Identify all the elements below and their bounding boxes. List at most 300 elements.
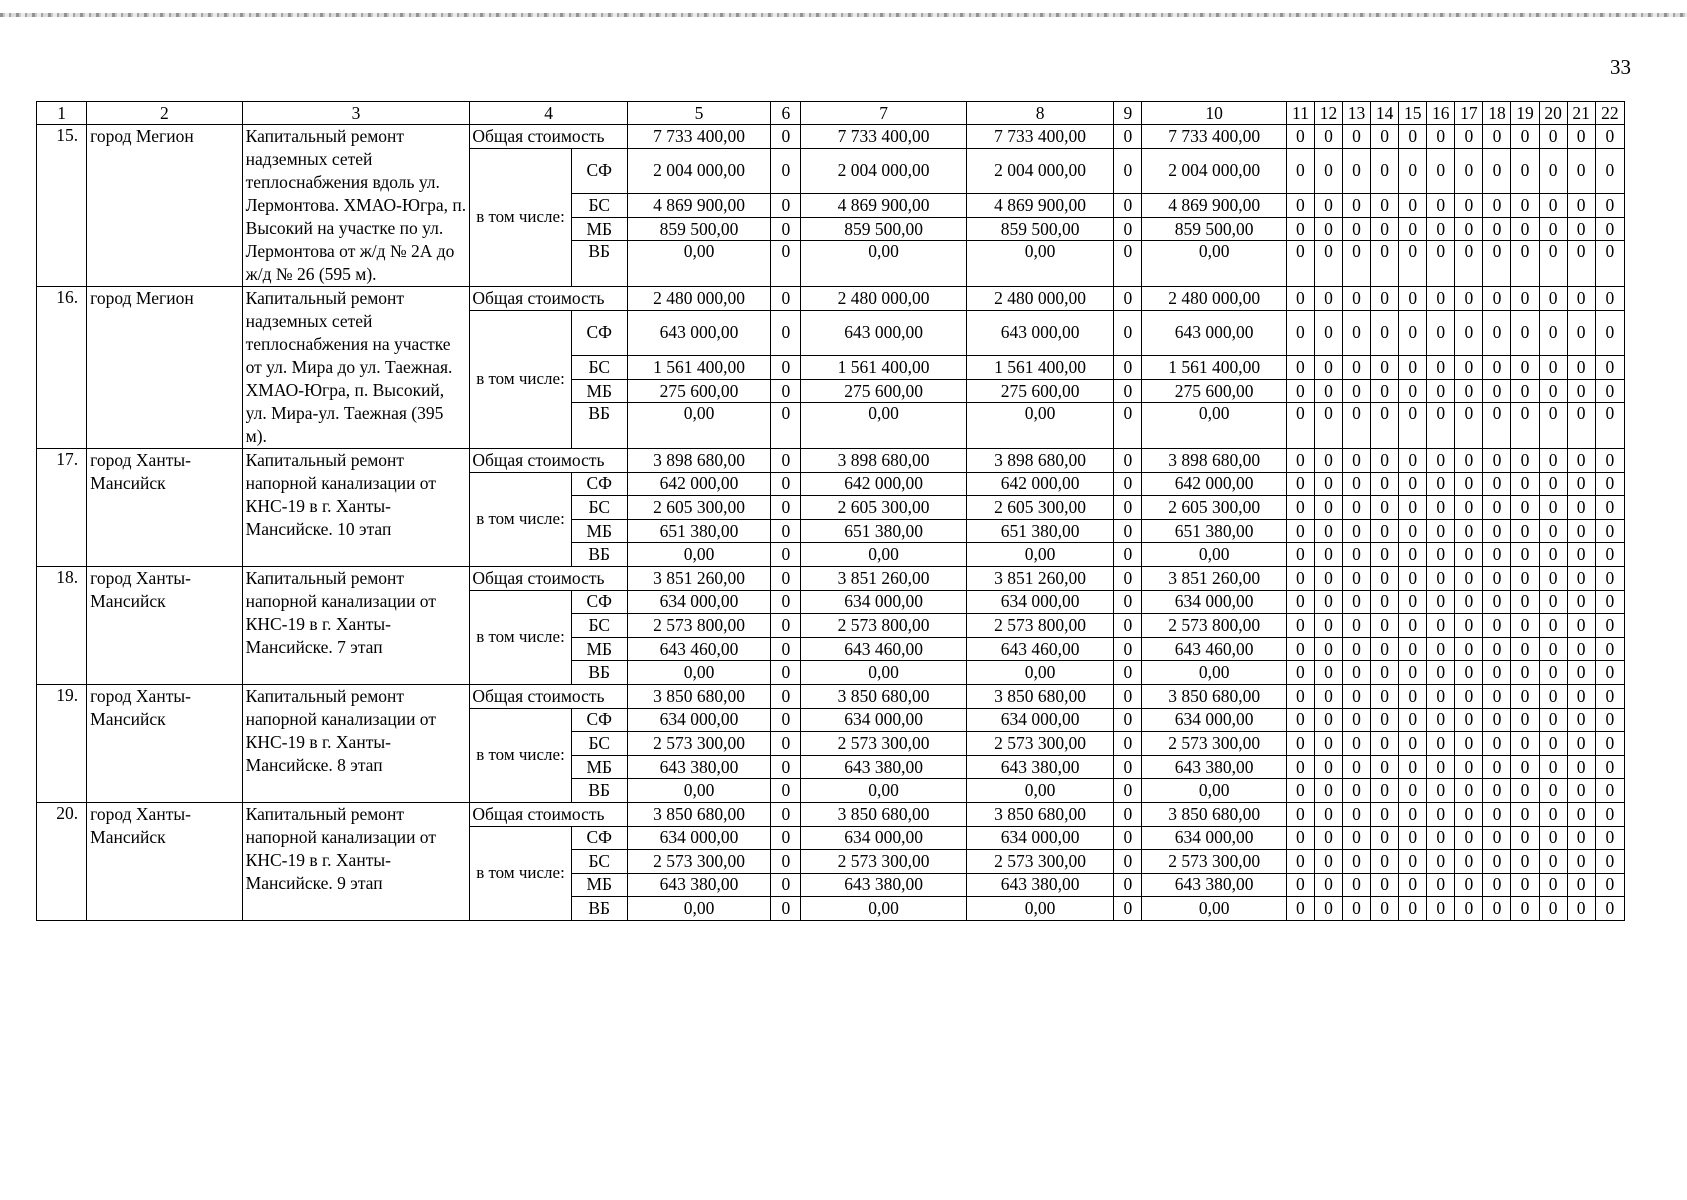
zero-cell: 0 [1343,661,1371,685]
zero-cell: 0 [1595,614,1624,638]
zero-cell: 0 [1595,356,1624,380]
value-col-10: 3 851 260,00 [1142,566,1286,590]
zero-cell: 0 [1399,614,1427,638]
zero-cell: 0 [1567,755,1595,779]
zero-cell: 0 [1511,684,1539,708]
zero-cell: 0 [1455,661,1483,685]
zero-cell: 0 [1595,287,1624,311]
header-cell: 10 [1142,102,1286,125]
value-col-7: 643 000,00 [801,310,967,356]
value-col-6: 0 [771,496,801,520]
zero-cell: 0 [1314,590,1342,614]
value-col-5: 7 733 400,00 [627,125,770,149]
object-description: Капитальный ремонт напорной канализации от КНС-19 в г. Ханты-Мансийске. 10 этап [242,449,470,567]
value-col-7: 859 500,00 [801,217,967,241]
header-cell: 16 [1427,102,1455,125]
value-col-9: 0 [1114,779,1142,803]
object-description: Капитальный ремонт надземных сетей теплоснабжения вдоль ул. Лермонтова. ХМАО-Югра, п. Высокий на участке по ул. Лермонтова от ж/д № 2А до ж/д № 26 (595 м). [242,125,470,287]
zero-cell: 0 [1539,614,1567,638]
zero-cell: 0 [1399,850,1427,874]
zero-cell: 0 [1511,217,1539,241]
table-row [37,125,1625,149]
zero-cell: 0 [1567,287,1595,311]
zero-cell: 0 [1427,194,1455,218]
zero-cell: 0 [1427,356,1455,380]
zero-cell: 0 [1511,194,1539,218]
header-cell: 12 [1314,102,1342,125]
source-code: БС [571,496,627,520]
zero-cell: 0 [1286,217,1314,241]
zero-cell: 0 [1539,543,1567,567]
zero-cell: 0 [1483,449,1511,473]
value-col-7: 2 004 000,00 [801,148,967,194]
value-col-8: 859 500,00 [966,217,1113,241]
zero-cell: 0 [1539,217,1567,241]
zero-cell: 0 [1511,310,1539,356]
value-col-7: 2 605 300,00 [801,496,967,520]
zero-cell: 0 [1343,779,1371,803]
zero-cell: 0 [1483,826,1511,850]
zero-cell: 0 [1595,519,1624,543]
zero-cell: 0 [1343,449,1371,473]
zero-cell: 0 [1314,287,1342,311]
zero-cell: 0 [1399,543,1427,567]
value-col-6: 0 [771,873,801,897]
zero-cell: 0 [1567,310,1595,356]
value-col-10: 2 573 800,00 [1142,614,1286,638]
source-code: СФ [571,590,627,614]
value-col-7: 643 380,00 [801,755,967,779]
zero-cell: 0 [1399,566,1427,590]
value-col-8: 643 000,00 [966,310,1113,356]
zero-cell: 0 [1371,661,1399,685]
zero-cell: 0 [1371,217,1399,241]
zero-cell: 0 [1595,449,1624,473]
zero-cell: 0 [1567,590,1595,614]
table-row [37,684,1625,708]
value-col-5: 3 850 680,00 [627,802,770,826]
zero-cell: 0 [1483,472,1511,496]
zero-cell: 0 [1483,732,1511,756]
value-col-7: 275 600,00 [801,379,967,403]
zero-cell: 0 [1483,379,1511,403]
zero-cell: 0 [1314,496,1342,520]
zero-cell: 0 [1427,850,1455,874]
zero-cell: 0 [1314,379,1342,403]
zero-cell: 0 [1343,125,1371,149]
value-col-7: 4 869 900,00 [801,194,967,218]
zero-cell: 0 [1399,356,1427,380]
zero-cell: 0 [1286,637,1314,661]
zero-cell: 0 [1511,287,1539,311]
zero-cell: 0 [1539,125,1567,149]
value-col-6: 0 [771,472,801,496]
value-col-10: 3 850 680,00 [1142,684,1286,708]
zero-cell: 0 [1371,637,1399,661]
value-col-10: 643 000,00 [1142,310,1286,356]
zero-cell: 0 [1399,379,1427,403]
value-col-6: 0 [771,310,801,356]
value-col-10: 3 898 680,00 [1142,449,1286,473]
zero-cell: 0 [1371,566,1399,590]
zero-cell: 0 [1399,708,1427,732]
zero-cell: 0 [1511,403,1539,449]
value-col-6: 0 [771,566,801,590]
zero-cell: 0 [1286,755,1314,779]
total-cost-label: Общая стоимость [470,125,627,149]
source-code: ВБ [571,897,627,921]
municipality-cell: город Мегион [87,287,242,449]
value-col-8: 2 573 800,00 [966,614,1113,638]
program-table [36,101,1625,921]
zero-cell: 0 [1567,850,1595,874]
zero-cell: 0 [1286,472,1314,496]
value-col-5: 634 000,00 [627,826,770,850]
source-code: МБ [571,755,627,779]
zero-cell: 0 [1286,708,1314,732]
zero-cell: 0 [1343,873,1371,897]
zero-cell: 0 [1286,310,1314,356]
zero-cell: 0 [1286,519,1314,543]
zero-cell: 0 [1371,356,1399,380]
zero-cell: 0 [1595,403,1624,449]
zero-cell: 0 [1371,194,1399,218]
value-col-10: 643 460,00 [1142,637,1286,661]
value-col-5: 643 000,00 [627,310,770,356]
zero-cell: 0 [1567,708,1595,732]
zero-cell: 0 [1371,310,1399,356]
zero-cell: 0 [1399,496,1427,520]
zero-cell: 0 [1455,802,1483,826]
zero-cell: 0 [1539,755,1567,779]
zero-cell: 0 [1595,125,1624,149]
zero-cell: 0 [1314,708,1342,732]
zero-cell: 0 [1595,543,1624,567]
zero-cell: 0 [1511,614,1539,638]
total-cost-label: Общая стоимость [470,566,627,590]
zero-cell: 0 [1567,472,1595,496]
zero-cell: 0 [1399,897,1427,921]
zero-cell: 0 [1343,826,1371,850]
zero-cell: 0 [1567,802,1595,826]
zero-cell: 0 [1539,684,1567,708]
zero-cell: 0 [1539,472,1567,496]
value-col-8: 2 573 300,00 [966,850,1113,874]
value-col-10: 0,00 [1142,661,1286,685]
zero-cell: 0 [1483,217,1511,241]
zero-cell: 0 [1595,148,1624,194]
value-col-8: 3 850 680,00 [966,684,1113,708]
zero-cell: 0 [1595,708,1624,732]
zero-cell: 0 [1511,472,1539,496]
value-col-8: 0,00 [966,403,1113,449]
value-col-10: 2 573 300,00 [1142,850,1286,874]
value-col-6: 0 [771,614,801,638]
zero-cell: 0 [1511,661,1539,685]
value-col-7: 1 561 400,00 [801,356,967,380]
zero-cell: 0 [1371,519,1399,543]
value-col-6: 0 [771,403,801,449]
zero-cell: 0 [1314,826,1342,850]
zero-cell: 0 [1427,543,1455,567]
in-that-label: в том числе: [470,826,571,920]
value-col-8: 643 380,00 [966,755,1113,779]
zero-cell: 0 [1371,403,1399,449]
zero-cell: 0 [1455,496,1483,520]
value-col-10: 2 480 000,00 [1142,287,1286,311]
value-col-7: 2 573 300,00 [801,732,967,756]
zero-cell: 0 [1455,684,1483,708]
zero-cell: 0 [1567,496,1595,520]
header-cell: 9 [1114,102,1142,125]
value-col-7: 3 850 680,00 [801,684,967,708]
zero-cell: 0 [1455,897,1483,921]
value-col-10: 0,00 [1142,241,1286,287]
municipality-cell: город Ханты-Мансийск [87,566,242,684]
zero-cell: 0 [1371,708,1399,732]
value-col-8: 2 004 000,00 [966,148,1113,194]
zero-cell: 0 [1314,897,1342,921]
zero-cell: 0 [1286,566,1314,590]
value-col-7: 0,00 [801,403,967,449]
value-col-5: 651 380,00 [627,519,770,543]
zero-cell: 0 [1286,826,1314,850]
source-code: БС [571,732,627,756]
zero-cell: 0 [1314,873,1342,897]
value-col-8: 0,00 [966,779,1113,803]
zero-cell: 0 [1539,241,1567,287]
value-col-10: 0,00 [1142,543,1286,567]
zero-cell: 0 [1399,287,1427,311]
zero-cell: 0 [1511,496,1539,520]
zero-cell: 0 [1286,779,1314,803]
zero-cell: 0 [1483,543,1511,567]
header-cell: 11 [1286,102,1314,125]
total-cost-label: Общая стоимость [470,802,627,826]
value-col-5: 2 573 300,00 [627,850,770,874]
zero-cell: 0 [1286,287,1314,311]
zero-cell: 0 [1427,241,1455,287]
value-col-5: 642 000,00 [627,472,770,496]
value-col-8: 643 380,00 [966,873,1113,897]
zero-cell: 0 [1286,241,1314,287]
value-col-9: 0 [1114,802,1142,826]
value-col-5: 0,00 [627,661,770,685]
zero-cell: 0 [1343,403,1371,449]
zero-cell: 0 [1343,194,1371,218]
value-col-6: 0 [771,826,801,850]
zero-cell: 0 [1595,802,1624,826]
zero-cell: 0 [1286,543,1314,567]
value-col-8: 3 851 260,00 [966,566,1113,590]
zero-cell: 0 [1371,287,1399,311]
zero-cell: 0 [1539,897,1567,921]
table-body [37,102,1625,921]
zero-cell: 0 [1343,148,1371,194]
value-col-5: 2 573 800,00 [627,614,770,638]
zero-cell: 0 [1511,897,1539,921]
zero-cell: 0 [1595,472,1624,496]
value-col-5: 634 000,00 [627,708,770,732]
zero-cell: 0 [1427,755,1455,779]
zero-cell: 0 [1567,241,1595,287]
value-col-10: 634 000,00 [1142,826,1286,850]
value-col-9: 0 [1114,684,1142,708]
zero-cell: 0 [1483,356,1511,380]
zero-cell: 0 [1567,779,1595,803]
zero-cell: 0 [1567,897,1595,921]
value-col-5: 3 850 680,00 [627,684,770,708]
value-col-10: 0,00 [1142,779,1286,803]
zero-cell: 0 [1567,637,1595,661]
zero-cell: 0 [1539,590,1567,614]
value-col-8: 0,00 [966,543,1113,567]
value-col-5: 275 600,00 [627,379,770,403]
zero-cell: 0 [1286,661,1314,685]
value-col-6: 0 [771,779,801,803]
zero-cell: 0 [1286,148,1314,194]
zero-cell: 0 [1286,125,1314,149]
zero-cell: 0 [1371,148,1399,194]
value-col-9: 0 [1114,379,1142,403]
value-col-8: 3 898 680,00 [966,449,1113,473]
header-cell: 22 [1595,102,1624,125]
value-col-5: 0,00 [627,779,770,803]
value-col-9: 0 [1114,148,1142,194]
value-col-9: 0 [1114,403,1142,449]
zero-cell: 0 [1455,449,1483,473]
value-col-7: 634 000,00 [801,708,967,732]
zero-cell: 0 [1399,194,1427,218]
value-col-9: 0 [1114,614,1142,638]
zero-cell: 0 [1371,802,1399,826]
zero-cell: 0 [1595,194,1624,218]
zero-cell: 0 [1427,449,1455,473]
total-cost-label: Общая стоимость [470,684,627,708]
value-col-8: 3 850 680,00 [966,802,1113,826]
value-col-9: 0 [1114,496,1142,520]
zero-cell: 0 [1567,449,1595,473]
source-code: СФ [571,826,627,850]
value-col-6: 0 [771,543,801,567]
source-code: БС [571,356,627,380]
zero-cell: 0 [1427,125,1455,149]
zero-cell: 0 [1539,148,1567,194]
zero-cell: 0 [1314,449,1342,473]
zero-cell: 0 [1567,873,1595,897]
value-col-8: 2 480 000,00 [966,287,1113,311]
value-col-10: 0,00 [1142,897,1286,921]
total-cost-label: Общая стоимость [470,449,627,473]
zero-cell: 0 [1399,217,1427,241]
zero-cell: 0 [1455,356,1483,380]
zero-cell: 0 [1427,732,1455,756]
value-col-9: 0 [1114,732,1142,756]
zero-cell: 0 [1343,496,1371,520]
zero-cell: 0 [1343,708,1371,732]
zero-cell: 0 [1483,241,1511,287]
zero-cell: 0 [1539,850,1567,874]
value-col-7: 2 480 000,00 [801,287,967,311]
value-col-8: 651 380,00 [966,519,1113,543]
zero-cell: 0 [1455,826,1483,850]
value-col-7: 643 380,00 [801,873,967,897]
value-col-7: 2 573 800,00 [801,614,967,638]
value-col-9: 0 [1114,873,1142,897]
value-col-6: 0 [771,637,801,661]
zero-cell: 0 [1455,310,1483,356]
value-col-6: 0 [771,850,801,874]
zero-cell: 0 [1483,850,1511,874]
value-col-9: 0 [1114,543,1142,567]
zero-cell: 0 [1595,897,1624,921]
zero-cell: 0 [1371,897,1399,921]
value-col-9: 0 [1114,217,1142,241]
value-col-6: 0 [771,125,801,149]
value-col-6: 0 [771,287,801,311]
value-col-10: 1 561 400,00 [1142,356,1286,380]
value-col-8: 275 600,00 [966,379,1113,403]
value-col-9: 0 [1114,826,1142,850]
zero-cell: 0 [1343,379,1371,403]
zero-cell: 0 [1511,708,1539,732]
zero-cell: 0 [1455,125,1483,149]
row-number: 17. [37,449,87,567]
zero-cell: 0 [1314,661,1342,685]
row-number: 20. [37,802,87,920]
value-col-6: 0 [771,590,801,614]
zero-cell: 0 [1343,356,1371,380]
source-code: СФ [571,148,627,194]
header-cell: 7 [801,102,967,125]
value-col-7: 3 898 680,00 [801,449,967,473]
zero-cell: 0 [1483,802,1511,826]
zero-cell: 0 [1314,566,1342,590]
zero-cell: 0 [1595,566,1624,590]
source-code: МБ [571,217,627,241]
value-col-9: 0 [1114,755,1142,779]
zero-cell: 0 [1371,496,1399,520]
zero-cell: 0 [1427,708,1455,732]
zero-cell: 0 [1455,403,1483,449]
zero-cell: 0 [1455,732,1483,756]
value-col-9: 0 [1114,519,1142,543]
zero-cell: 0 [1483,755,1511,779]
value-col-8: 1 561 400,00 [966,356,1113,380]
source-code: БС [571,850,627,874]
zero-cell: 0 [1511,449,1539,473]
zero-cell: 0 [1511,873,1539,897]
zero-cell: 0 [1399,637,1427,661]
object-description: Капитальный ремонт напорной канализации от КНС-19 в г. Ханты-Мансийске. 8 этап [242,684,470,802]
zero-cell: 0 [1539,566,1567,590]
zero-cell: 0 [1286,379,1314,403]
source-code: ВБ [571,661,627,685]
zero-cell: 0 [1343,543,1371,567]
source-code: МБ [571,519,627,543]
value-col-9: 0 [1114,310,1142,356]
zero-cell: 0 [1511,637,1539,661]
value-col-7: 0,00 [801,543,967,567]
zero-cell: 0 [1399,241,1427,287]
zero-cell: 0 [1427,148,1455,194]
value-col-5: 643 460,00 [627,637,770,661]
zero-cell: 0 [1399,873,1427,897]
source-code: БС [571,194,627,218]
source-code: ВБ [571,779,627,803]
zero-cell: 0 [1314,779,1342,803]
zero-cell: 0 [1567,217,1595,241]
